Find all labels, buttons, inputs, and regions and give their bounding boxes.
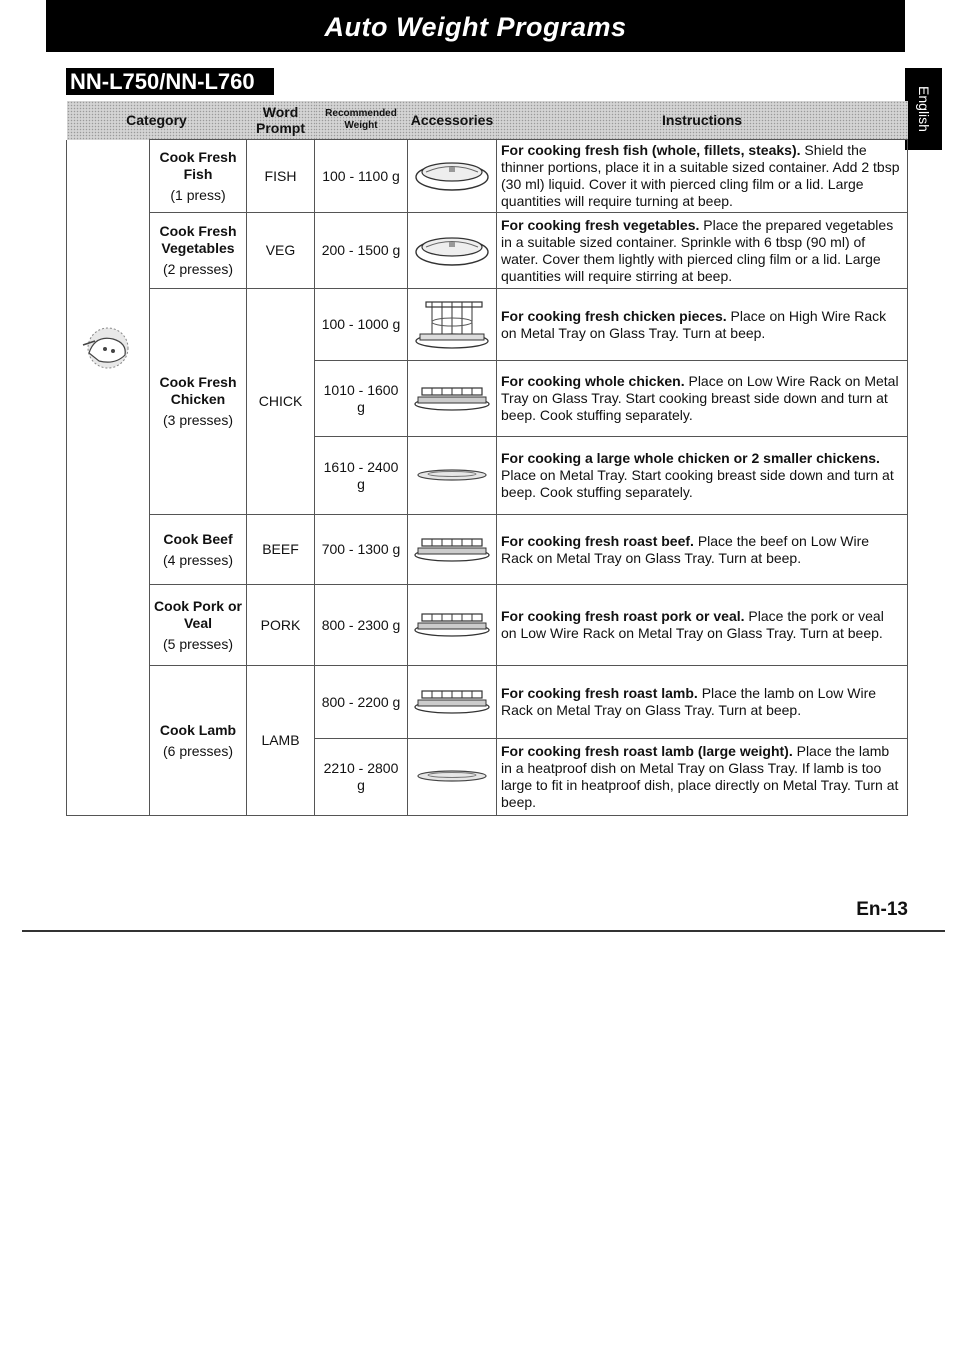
header-recommended-weight-label: Recommended Weight bbox=[325, 108, 397, 131]
instructions-cell bbox=[497, 140, 908, 213]
accessory-cell bbox=[408, 361, 497, 437]
page-title-bar bbox=[46, 0, 905, 52]
instruction-heading: For cooking whole chicken. bbox=[501, 373, 685, 389]
recommended-weight-cell: 800 - 2300 g bbox=[315, 585, 408, 666]
program-row bbox=[67, 213, 908, 289]
instruction-text: Place the prepared vegetables in a suitable sized container. Sprinkle with 6 tbsp (90 ml) of water. Cover them lightly with pierced cling film or a lid. Large quantities will require stirring at beep. bbox=[501, 216, 894, 284]
auto-weight-programs-table bbox=[66, 101, 908, 816]
recommended-weight-cell: 700 - 1300 g bbox=[315, 515, 408, 585]
instructions-cell bbox=[497, 289, 908, 361]
metal-tray-icon bbox=[412, 772, 492, 788]
language-tab-label: English bbox=[915, 86, 932, 132]
program-row bbox=[67, 289, 908, 361]
recommended-weight-cell: 2210 - 2800 g bbox=[315, 739, 408, 816]
instruction-text: Place on Low Wire Rack on Metal Tray on Glass Tray. Start cooking breast side down and turn at beep. Cook stuffing separately. bbox=[501, 373, 899, 423]
low-rack-icon bbox=[412, 625, 492, 641]
word-prompt-cell: LAMB bbox=[247, 666, 315, 816]
category-cell bbox=[150, 515, 247, 585]
category-icon-cell bbox=[67, 140, 150, 816]
accessory-cell bbox=[408, 585, 497, 666]
instruction-text: Place the lamb on Low Wire Rack on Metal Tray on Glass Tray. Turn at beep. bbox=[501, 685, 877, 718]
bottom-rule bbox=[22, 930, 945, 932]
category-cell bbox=[150, 140, 247, 213]
instruction-heading: For cooking fresh roast lamb. bbox=[501, 685, 698, 701]
recommended-weight-cell: 100 - 1100 g bbox=[315, 140, 408, 213]
program-row bbox=[67, 515, 908, 585]
category-cell bbox=[150, 585, 247, 666]
instructions-cell bbox=[497, 585, 908, 666]
header-instructions: Instructions bbox=[497, 101, 908, 140]
recommended-weight-cell: 200 - 1500 g bbox=[315, 213, 408, 289]
table-header-row bbox=[67, 101, 908, 140]
instruction-text: Shield the thinner portions, place it in a suitable sized container. Add 2 tbsp (30 ml) liquid. Cover it with pierced cling film or a lid. Large quantities will require turning at beep. bbox=[501, 142, 900, 209]
accessory-cell bbox=[408, 213, 497, 289]
category-presses: (3 presses) bbox=[162, 412, 234, 428]
category-cell bbox=[150, 289, 247, 515]
table-body bbox=[67, 140, 908, 816]
instruction-heading: For cooking fresh vegetables. bbox=[501, 216, 700, 233]
instruction-text: Place the beef on Low Wire Rack on Metal Tray on Glass Tray. Turn at beep. bbox=[501, 532, 870, 566]
instructions-cell bbox=[497, 213, 908, 289]
category-name: Cook Fresh Fish bbox=[159, 148, 237, 182]
category-name: Cook Beef bbox=[163, 530, 233, 547]
recommended-weight-cell: 800 - 2200 g bbox=[315, 666, 408, 739]
category-name: Cook Pork or Veal bbox=[154, 597, 242, 631]
word-prompt-cell: PORK bbox=[247, 585, 315, 666]
low-rack-icon bbox=[412, 399, 492, 415]
program-row bbox=[67, 585, 908, 666]
metal-tray-icon bbox=[412, 471, 492, 487]
instruction-heading: For cooking fresh roast beef. bbox=[501, 532, 694, 549]
category-name: Cook Lamb bbox=[159, 721, 237, 738]
high-rack-icon bbox=[412, 339, 492, 355]
language-tab bbox=[905, 68, 942, 150]
instruction-heading: For cooking fresh roast lamb (large weight). bbox=[501, 743, 793, 759]
accessory-cell bbox=[408, 289, 497, 361]
word-prompt-cell: BEEF bbox=[247, 515, 315, 585]
category-presses: (4 presses) bbox=[162, 551, 234, 568]
category-name: Cook Fresh Chicken bbox=[159, 374, 237, 407]
page-number: En-13 bbox=[856, 899, 908, 920]
word-prompt-cell: VEG bbox=[247, 213, 315, 289]
category-cell bbox=[150, 213, 247, 289]
header-word-prompt bbox=[247, 101, 315, 140]
word-prompt-cell: FISH bbox=[247, 140, 315, 213]
covered-dish-icon bbox=[412, 180, 492, 196]
accessory-cell bbox=[408, 140, 497, 213]
recommended-weight-cell: 1610 - 2400 g bbox=[315, 437, 408, 515]
header-recommended-weight bbox=[315, 101, 408, 140]
chicken-icon bbox=[71, 325, 145, 375]
category-presses: (2 presses) bbox=[162, 261, 234, 277]
instruction-heading: For cooking fresh fish (whole, fillets, steaks). bbox=[501, 142, 801, 158]
header-accessories: Accessories bbox=[408, 101, 497, 140]
category-presses: (6 presses) bbox=[162, 742, 234, 759]
instruction-heading: For cooking a large whole chicken or 2 smaller chickens. bbox=[501, 450, 880, 466]
instruction-heading: For cooking fresh roast pork or veal. bbox=[501, 608, 745, 624]
instructions-cell bbox=[497, 437, 908, 515]
instructions-cell bbox=[497, 515, 908, 585]
recommended-weight-cell: 100 - 1000 g bbox=[315, 289, 408, 361]
word-prompt-cell: CHICK bbox=[247, 289, 315, 515]
accessory-cell bbox=[408, 515, 497, 585]
program-row bbox=[67, 666, 908, 739]
header-category: Category bbox=[67, 101, 247, 140]
header-word-prompt-label: Word Prompt bbox=[256, 104, 305, 136]
low-rack-icon bbox=[412, 550, 492, 566]
covered-dish-icon bbox=[412, 255, 492, 271]
category-name: Cook Fresh Vegetables bbox=[159, 223, 237, 256]
instructions-cell bbox=[497, 361, 908, 437]
instructions-cell bbox=[497, 666, 908, 739]
accessory-cell bbox=[408, 437, 497, 515]
page-title: Auto Weight Programs bbox=[324, 12, 627, 42]
instruction-text: Place on Metal Tray. Start cooking breast side down and turn at beep. Cook stuffing separately. bbox=[501, 467, 894, 500]
instruction-text: Place the pork or veal on Low Wire Rack on Metal Tray on Glass Tray. Turn at beep. bbox=[501, 608, 884, 641]
model-label: NN-L750/NN-L760 bbox=[66, 68, 274, 95]
program-row bbox=[67, 140, 908, 213]
instruction-text: Place the lamb in a heatproof dish on Metal Tray on Glass Tray. If lamb is too large to fit in heatproof dish, place directly on Metal Tray. Turn at beep. bbox=[501, 743, 899, 810]
category-cell bbox=[150, 666, 247, 816]
instructions-cell bbox=[497, 739, 908, 816]
category-presses: (1 press) bbox=[170, 186, 226, 203]
instruction-text: Place on High Wire Rack on Metal Tray on Glass Tray. Turn at beep. bbox=[501, 307, 887, 341]
category-presses: (5 presses) bbox=[162, 635, 234, 652]
accessory-cell bbox=[408, 739, 497, 816]
low-rack-icon bbox=[412, 702, 492, 718]
recommended-weight-cell: 1010 - 1600 g bbox=[315, 361, 408, 437]
instruction-heading: For cooking fresh chicken pieces. bbox=[501, 307, 727, 324]
accessory-cell bbox=[408, 666, 497, 739]
